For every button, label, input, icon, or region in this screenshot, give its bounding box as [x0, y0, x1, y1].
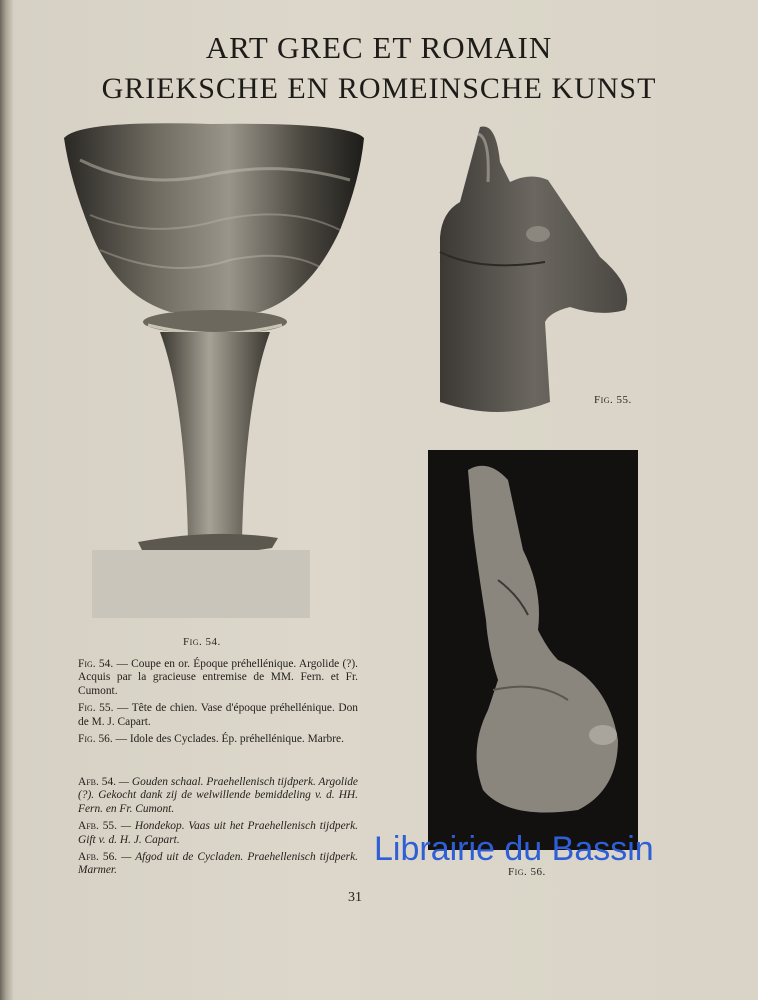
- dog-head-vase-photo: [430, 122, 640, 422]
- caption-nl-56: [78, 851, 358, 878]
- caption-nl-56-ref: Afb. 56.: [78, 851, 118, 864]
- caption-fr-56-ref: Fig. 56.: [78, 733, 113, 746]
- caption-nl-54-text: — Gouden schaal. Praehellenisch tijdperk. Argolide (?). Gekocht dank zij de welwillende bemiddeling v. d. HH. Fern. en Fr. Cumont.: [78, 776, 358, 815]
- caption-nl-55-text: — Hondekop. Vaas uit het Praehellenisch tijdperk. Gift v. d. H. J. Capart.: [78, 820, 358, 846]
- captions-french: [78, 658, 358, 750]
- caption-fr-54-text: — Coupe en or. Époque préhellénique. Argolide (?). Acquis par la gracieuse entremise de MM. Fern. et Fr. Cumont.: [78, 658, 358, 697]
- caption-fr-56-text: — Idole des Cyclades. Ép. préhellénique. Marbre.: [115, 733, 344, 746]
- fig-56-label: Fig. 56.: [508, 866, 546, 878]
- watermark-text: Librairie du Bassin: [374, 830, 654, 868]
- caption-nl-54-ref: Afb. 54.: [78, 776, 116, 788]
- page-title-french: ART GREC ET ROMAIN: [205, 30, 553, 65]
- page-title-dutch: GRIEKSCHE EN ROMEINSCHE KUNST: [101, 72, 657, 105]
- caption-fr-55: [78, 702, 358, 729]
- caption-fr-54-ref: Fig. 54.: [78, 658, 114, 670]
- caption-nl-56-text: — Afgod uit de Cycladen. Praehellenisch tijdperk. Marmer.: [78, 851, 358, 877]
- caption-fr-56: [78, 733, 358, 746]
- caption-fr-54: [78, 658, 358, 698]
- captions-dutch: [78, 776, 358, 882]
- caption-fr-55-text: — Tête de chien. Vase d'époque préhellénique. Don de M. J. Capart.: [78, 702, 358, 728]
- caption-nl-55-ref: Afb. 55.: [78, 820, 117, 833]
- cycladic-idol-photo: [428, 450, 638, 850]
- caption-fr-55-ref: Fig. 55.: [78, 702, 114, 715]
- fig-55-label: Fig. 55.: [594, 394, 632, 406]
- page-number: 31: [348, 890, 362, 905]
- gold-cup-photo: [60, 120, 370, 620]
- fig-54-label: Fig. 54.: [183, 636, 221, 648]
- caption-nl-55: [78, 820, 358, 847]
- caption-nl-54: [78, 776, 358, 816]
